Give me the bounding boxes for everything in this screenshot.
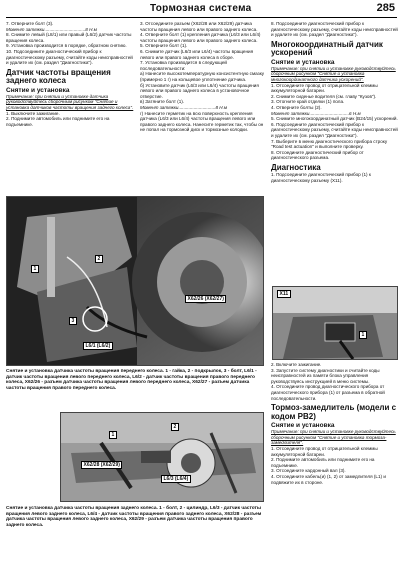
paragraph: 1. Отсоедините провод от отрицательной клеммы аккумуляторной батареи. [271,445,378,457]
paragraph: 7. Отверните болт (3). [6,21,54,26]
section-heading: Многокоординатный датчик ускорений [271,39,383,58]
paragraph: 2. Поднимите автомобиль или поднимите его на подъемнике. [6,116,110,127]
paragraph: 3. Отогните край отделки (1) пола. [271,99,345,105]
callout-label: 3 [69,317,77,325]
callout-label: 2 [171,423,179,431]
callout-label: X62/28 (X62/29) [81,461,122,469]
page-number: 285 [376,2,395,14]
paragraph: 6. Подсоедините диагностический прибор к диагностическому разъему, считайте коды неисправностей и удалите их (см. раздел "Диагностика"). [271,121,398,138]
paragraph: 1. Выключите зажигание. [6,110,60,116]
paragraph: 8. Отсоедините диагностический прибор от диагностического разъема. [271,149,364,161]
paragraph: 4. Отверните болт (1) крепления датчика (L6/3 или L6/4) частоты вращения левого или правого заднего колеса. [140,32,261,43]
note: Примечание: при снятии и установке руководствуйтесь сборочным рисунком "Снятие и установка тормоза-замедлителя". [271,429,396,446]
paragraph: 2. Снимите сиденье водителя (см. главу "Кузов"). [271,93,377,99]
callout-label: 1 [31,265,39,273]
paragraph: 4. Отсоедините кабель(и) (1, 2) от замедлителя (L1) и подвяжите их в стороне. [271,473,386,485]
paragraph: 3. Запустите систему диагностики и считайте коды неисправностей из памяти блока управления руководствуясь инструкцией в меню системы. [271,367,380,384]
paragraph: 1. Отсоедините провод от отрицательной клеммы аккумуляторной батареи. [271,82,378,94]
section-heading: Диагностика [271,162,321,172]
paragraph: 6. Снимите датчик (L6/3 или L6/4) частоты вращения левого или правого заднего колеса в сборе. [140,48,254,60]
paragraph: 9. Установка производится в порядке, обратном снятию. [6,43,127,49]
paragraph: 3. Отсоедините кардонный вал (3). [271,468,346,474]
page-header [0,0,403,18]
callout-label: 1 [109,431,117,439]
paragraph: 8. Снимите левый (L8/1) или правый (L6/2) датчик частоты вращения колеса. [6,32,132,43]
photo-illustration [61,413,264,502]
paragraph: 4. Отсоедините провод диагностического прибора от диагностического прибора (1) от разъема в обратной последовательности. [271,384,385,401]
callout-label: L6/3 (L6/4) [161,475,191,483]
paragraph: 3. Отсоедините разъем (X62/28 или X62/29) датчика частоты вращения левого или правого заднего колеса. [140,21,258,32]
header-rule [6,17,397,18]
torque-line: Момент затяжки.............................8 Н.м [140,104,228,110]
callout-label: X11 [277,290,291,298]
callout-label: X62/26 (X62/27) [185,295,226,303]
paragraph: 7. Выберите в меню диагностического прибора строку "Road test actuation" и выполните проверку. [271,138,388,150]
column-right-lower [271,362,399,485]
paragraph: в) Затяните болт (1). [140,99,185,105]
paragraph: 5. Снимите многокоординатный датчик (B24/15) ускорений. [271,116,398,122]
subsection-heading: Снятие и установка [271,422,335,430]
paragraph: б) Установите датчик (L6/3 или L6/4) частоты вращения левого или правого заднего колеса в установочное отверстие. [140,82,259,99]
figure-caption: Снятие и установка датчика частоты вращения переднего колеса. 1 - гайка, 2 - подкрылок, 3 - болт, L6/1 - датчик частоты вращения левого переднего колеса, L6/2 - датчик частоты вращения правого переднего колеса, X62/26 - разъем датчика частоты вращения левого переднего колеса, X62/27 - разъем датчика частоты вращения правого переднего колеса. [6,369,257,392]
column-left [6,21,134,127]
paragraph: а) Нанесите высокотемпературную консистентную смазку (примерно 1 г) на кольцевое уплотнение датчика. [140,71,265,82]
photo-illustration [7,197,264,366]
paragraph: 10. Подсоедините диагностический прибор к диагностическому разъему, считайте коды неисправностей и удалите их (см. раздел "Диагностика"). [6,48,133,66]
diagnostic-connector-photo [272,286,398,360]
subsection-heading: Снятие и установка [271,58,335,66]
paragraph: 5. Отверните болт (1). [140,43,188,49]
rear-wheel-sensor-photo [60,412,264,502]
figure-caption: Снятие и установка датчика частоты вращения заднего колеса. 1 - болт, 2 - цилиндр, L6/3 - датчик частоты вращения левого заднего колеса, L6/4 - датчик частоты вращения правого заднего колеса, X62/28 - разъем датчика частоты вращения левого заднего колеса, X62/29 - разъем датчика частоты вращения правого заднего колеса. [6,506,262,529]
section-heading: Тормоз-замедлитель (модели с кодом PB2) [271,403,397,421]
note: Примечание: при снятии и установке руководствуйтесь сборочным рисунком "Снятие и установка многокоординатного датчика ускорений". [271,65,396,82]
torque-line: Момент затяжки...............................6 Н.м [271,110,361,116]
paragraph: 2. Включите зажигание. [271,362,322,367]
front-wheel-sensor-photo [6,196,264,366]
torque-line: Момент затяжки................................8 Н.м [6,26,97,32]
column-middle [140,21,265,133]
note: Примечание: при снятии и установке датчика руководствуйтесь сборочным рисунком "Снятие и установка датчиков частоты вращения заднего колеса". [6,93,134,110]
section-title: Тормозная система [150,3,252,14]
paragraph: 8. Подсоедините диагностический прибор к диагностическому разъему, считайте коды неисправностей и удалите их (см. раздел "Диагностика"). [271,21,398,38]
section-heading: Датчик частоты вращения заднего колеса [6,67,111,86]
paragraph: 7. Установка производится в следующей последовательности: [140,60,227,71]
photo-illustration [273,287,398,360]
callout-label: 2 [95,255,103,263]
paragraph: 2. Поднимите автомобиль или поднимите его на подъемнике. [271,457,375,468]
callout-label: L6/1 (L6/2) [83,342,113,350]
subsection-heading: Снятие и установка [6,86,70,94]
paragraph: 4. Отверните болты (2). [271,104,322,110]
callout-label: 1 [359,331,367,339]
paragraph: 1. Подсоедините диагностический прибор (1) к диагностическому разъему (X11). [271,172,371,183]
paragraph: г) Нанесите герметик на всю поверхность крепления датчика (L6/3 или L6/4) частоты вращения левого или правого заднего колеса. Нанесите герметик так, чтобы он не попал на тормозной диск и тормозные колодки. [140,110,264,133]
column-right [271,21,399,184]
